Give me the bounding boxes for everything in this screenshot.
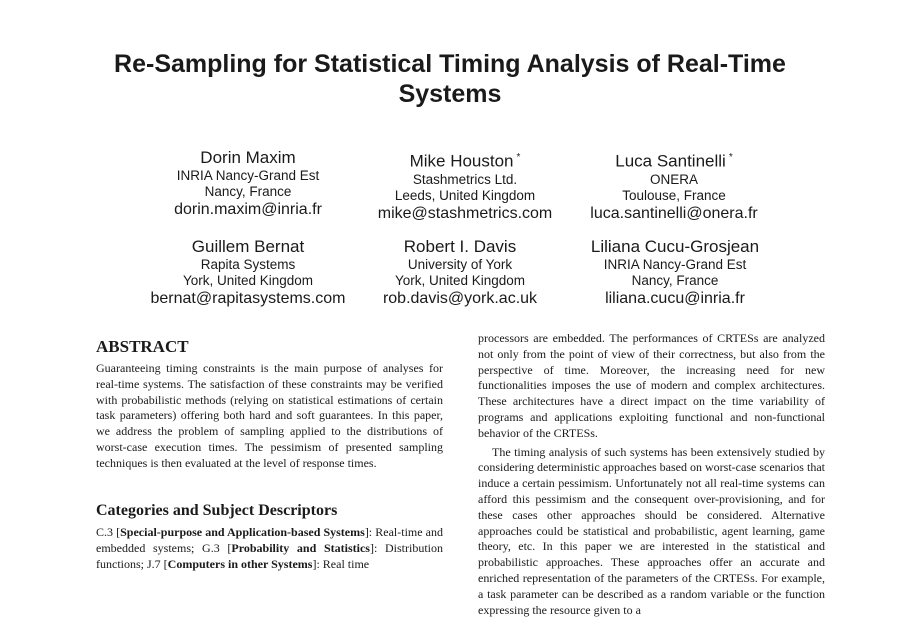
author-block — [555, 237, 795, 308]
paper-title-line-2: Systems — [398, 80, 502, 108]
author-location: York, United Kingdom — [182, 273, 314, 288]
categories-text: C.3 [Special-purpose and Application-based Systems]: Real-time and embedded systems; G.3 [Probability and Statistics]: Distribution functions; J.7 [Computers in other Systems]: Real time — [96, 525, 443, 571]
categories-body — [96, 525, 443, 572]
author-location: Leeds, United Kingdom — [394, 187, 536, 203]
author-block — [128, 237, 368, 308]
author-location: Toulouse, France — [622, 187, 726, 203]
author-email[interactable]: mike@stashmetrics.com — [377, 204, 553, 222]
author-name: Mike Houston * — [409, 151, 521, 171]
paper-title — [70, 49, 830, 109]
author-affiliation: Rapita Systems — [200, 257, 296, 272]
body-paragraph: processors are embedded. The performances of CRTESs are analyzed not only from the point of view of their correctness, but also from the perspective of time. Moreover, the increasing need for new functionalities imposes the use of modern and complex architectures. These architectures have a direct impact on the time variability of programs and applications exploiting functional and non-functional behavior of the CRTESs. — [478, 331, 825, 440]
author-affiliation: Stashmetrics Ltd. — [412, 171, 518, 187]
author-email[interactable]: luca.santinelli@onera.fr — [590, 204, 758, 222]
body-paragraph: The timing analysis of such systems has been extensively studied by considering deterministic approaches based on worst-case scenarios that induce a certain pessimism. Unfortunately not all real-time systems can afford this pessimism and the consequent over-provisioning, and for these cases other approaches should be considered. Alternative approaches could be statistical and probabilistic, agent learning, game theory, etc. In this paper we are interested in the statistical and probabilistic approaches. These approaches offer an accurate and enriched representation of the parameters of the CRTESs. For example, a task parameter can be described as a random variable or the function expressing the resource given to a — [478, 444, 825, 617]
author-affiliation: INRIA Nancy-Grand Est — [603, 257, 747, 272]
author-name: Robert I. Davis — [403, 237, 517, 256]
abstract-body — [96, 361, 443, 472]
author-location: Nancy, France — [204, 184, 292, 199]
categories-heading: Categories and Subject Descriptors — [96, 502, 338, 519]
author-block — [340, 237, 580, 308]
author-affiliation: INRIA Nancy-Grand Est — [176, 168, 320, 183]
author-block — [345, 148, 585, 223]
right-column — [478, 331, 825, 618]
author-block — [554, 148, 794, 223]
author-name: Luca Santinelli * — [615, 151, 733, 171]
abstract-text: Guaranteeing timing constraints is the main purpose of analyses for real-time systems. The satisfaction of these constraints may be verified with probabilistic methods (relying on statistical estimations of certain task parameters) offering both hard and soft guarantees. In this paper, we address the problem of sampling applied to the distributions of worst-case execution times. The pessimism of presented sampling techniques is then evaluated at the level of response times. — [96, 361, 443, 470]
author-name: Dorin Maxim — [200, 148, 296, 167]
author-location: Nancy, France — [631, 273, 719, 288]
author-name: Liliana Cucu-Grosjean — [590, 237, 760, 256]
author-block — [128, 148, 368, 219]
author-affiliation: ONERA — [649, 171, 698, 187]
author-email[interactable]: liliana.cucu@inria.fr — [605, 290, 745, 307]
abstract-heading: ABSTRACT — [96, 337, 189, 356]
author-email[interactable]: bernat@rapitasystems.com — [150, 290, 346, 307]
author-email[interactable]: dorin.maxim@inria.fr — [174, 201, 322, 218]
author-location: York, United Kingdom — [394, 273, 526, 288]
author-name: Guillem Bernat — [191, 237, 305, 256]
author-footnote-mark: * — [728, 152, 733, 163]
paper-title-line-1: Re-Sampling for Statistical Timing Analysis of Real-Time — [114, 50, 786, 78]
author-affiliation: University of York — [407, 257, 513, 272]
author-email[interactable]: rob.davis@york.ac.uk — [382, 290, 538, 307]
author-footnote-mark: * — [516, 152, 521, 163]
